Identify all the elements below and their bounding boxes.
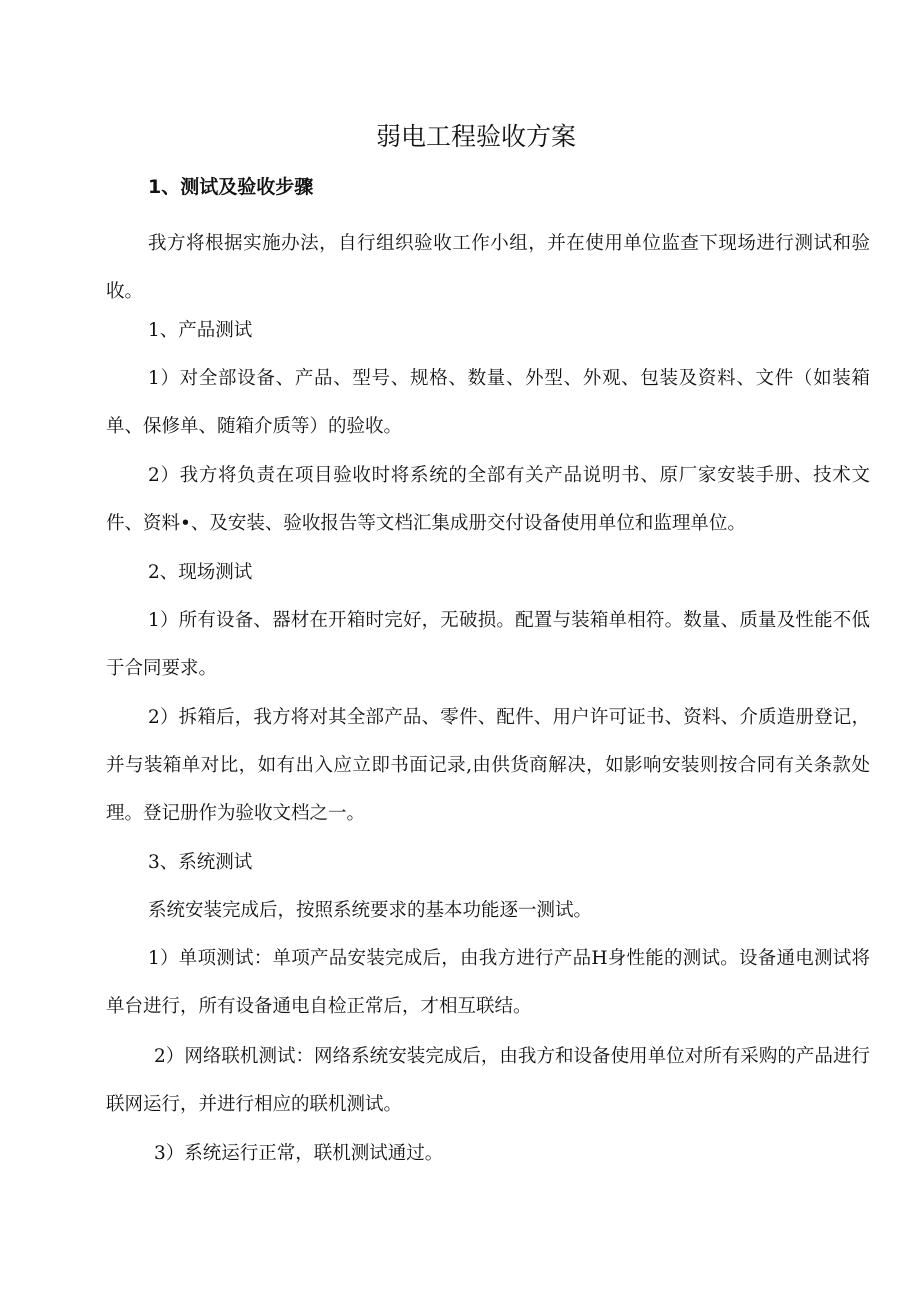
s3-item1-paragraph: 1）单项测试：单项产品安装完成后，由我方进行产品H身性能的测试。设备通电测试将单台进行，所有设备通电自检正常后，才相互联结。 xyxy=(106,948,870,1017)
section3-title: 3、系统测试 xyxy=(148,852,253,873)
s3-intro-line: 系统安装完成后，按照系统要求的基本功能逐一测试。 xyxy=(148,900,593,921)
s1-item1-paragraph: 1）对全部设备、产品、型号、规格、数量、外型、外观、包装及资料、文件（如装箱单、保修单、随箱介质等）的验收。 xyxy=(106,368,870,437)
s3-item2-paragraph: 2）网络联机测试：网络系统安装完成后，由我方和设备使用单位对所有采购的产品进行联网运行，并进行相应的联机测试。 xyxy=(106,1046,870,1115)
section2-title: 2、现场测试 xyxy=(148,562,253,583)
section1-title: 1、产品测试 xyxy=(148,320,253,341)
document-title: 弱电工程验收方案 xyxy=(376,122,577,151)
intro-paragraph: 我方将根据实施办法，自行组织验收工作小组，并在使用单位监查下现场进行测试和验收。 xyxy=(106,233,870,302)
s2-item1-paragraph: 1）所有设备、器材在开箱时完好，无破损。配置与装箱单相符。数量、质量及性能不低于合同要求。 xyxy=(106,610,870,679)
s2-item2-paragraph: 2）拆箱后，我方将对其全部产品、零件、配件、用户许可证书、资料、介质造册登记，并与装箱单对比，如有出入应立即书面记录,由供货商解决，如影响安装则按合同有关条款处理。登记册作为验收文档之一。 xyxy=(106,707,870,824)
title-container xyxy=(0,120,920,160)
s1-item2-paragraph: 2）我方将负责在项目验收时将系统的全部有关产品说明书、原厂家安装手册、技术文件、资料•、及安装、验收报告等文档汇集成册交付设备使用单位和监理单位。 xyxy=(106,465,870,534)
s3-item3-line: 3）系统运行正常，联机测试通过。 xyxy=(154,1143,444,1164)
section-heading: 1、测试及验收步骤 xyxy=(148,176,314,198)
